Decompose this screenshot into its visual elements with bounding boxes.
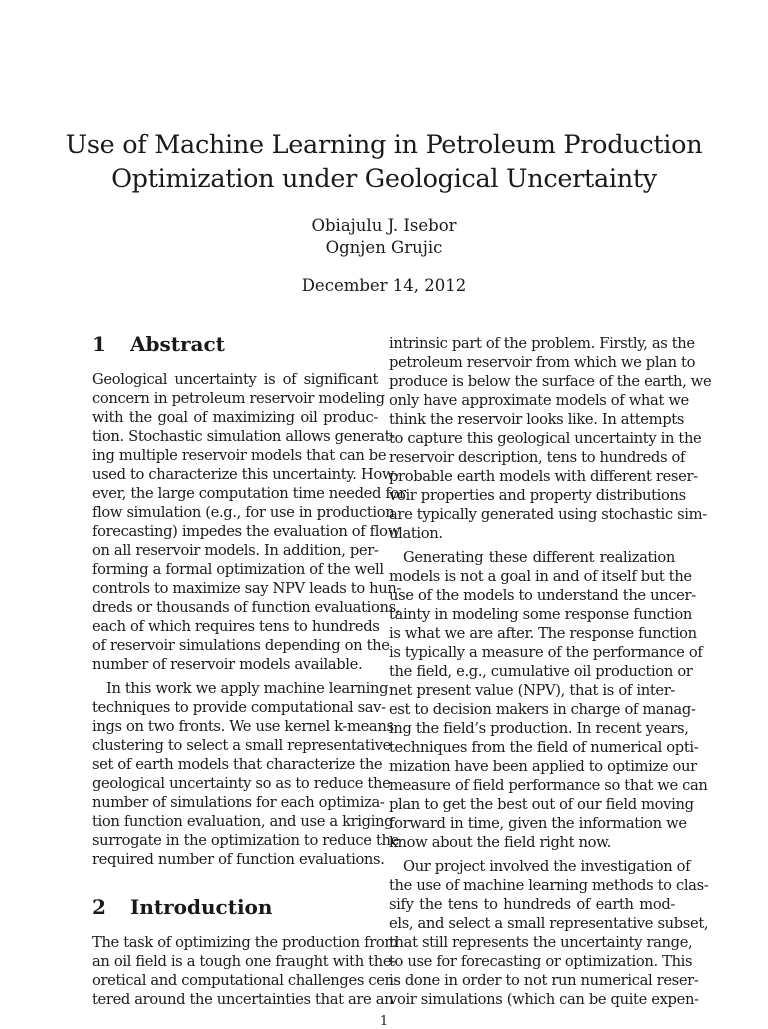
text-line: tainty in modeling some response function xyxy=(389,606,692,623)
text-line: els, and select a small representative subset, xyxy=(389,915,709,932)
text-line: plan to get the best out of our field moving xyxy=(389,796,694,813)
text-line: to capture this geological uncertainty in the xyxy=(389,430,702,447)
text-line: forming a formal optimization of the well xyxy=(92,561,384,578)
text-line: is done in order to not run numerical reser- xyxy=(389,972,699,989)
text-line: petroleum reservoir from which we plan to xyxy=(389,354,696,371)
text-line: Generating these different realization xyxy=(403,549,675,566)
section-number: 2 xyxy=(92,895,106,919)
text-line: use of the models to understand the uncer- xyxy=(389,587,696,604)
text-line: with the goal of maximizing oil produc- xyxy=(92,409,378,426)
text-line: number of simulations for each optimiza- xyxy=(92,794,385,811)
text-line: the use of machine learning methods to clas- xyxy=(389,877,709,894)
text-line: to use for forecasting or optimization. This xyxy=(389,953,693,970)
introduction-paragraph-3 xyxy=(389,857,709,1009)
title-line: Optimization under Geological Uncertainty xyxy=(111,164,657,194)
author-name: Obiajulu J. Isebor xyxy=(311,216,457,235)
text-line: net present value (NPV), that is of inter- xyxy=(389,682,675,699)
text-line: mization have been applied to optimize our xyxy=(389,758,697,775)
text-line: dreds or thousands of function evaluations, xyxy=(92,599,401,616)
text-line: number of reservoir models available. xyxy=(92,656,363,673)
text-line: measure of field performance so that we can xyxy=(389,777,708,794)
text-line: techniques to provide computational sav- xyxy=(92,699,386,716)
text-line: reservoir description, tens to hundreds of xyxy=(389,449,686,466)
page-number: 1 xyxy=(379,1014,389,1029)
text-line: Geological uncertainty is of significant xyxy=(92,371,378,388)
text-line: In this work we apply machine learning xyxy=(106,680,389,697)
author-list xyxy=(60,215,708,259)
text-line: tered around the uncertainties that are an xyxy=(92,991,394,1008)
text-line: geological uncertainty so as to reduce the xyxy=(92,775,391,792)
text-line: The task of optimizing the production from xyxy=(92,934,398,951)
section-title: Abstract xyxy=(130,332,225,356)
text-line: forward in time, given the information we xyxy=(389,815,687,832)
text-line: voir properties and property distributions xyxy=(389,487,686,504)
section-heading-introduction xyxy=(92,895,378,919)
text-line: the field, e.g., cumulative oil production or xyxy=(389,663,693,680)
text-line: on all reservoir models. In addition, per- xyxy=(92,542,379,559)
text-line: of reservoir simulations depending on the xyxy=(92,637,390,654)
text-line: only have approximate models of what we xyxy=(389,392,689,409)
introduction-paragraph-1-continued xyxy=(389,334,712,543)
text-line: ever, the large computation time needed for xyxy=(92,485,406,502)
paper-title xyxy=(60,128,708,196)
text-line: sify the tens to hundreds of earth mod- xyxy=(389,896,675,913)
text-line: flow simulation (e.g., for use in production xyxy=(92,504,395,521)
text-line: set of earth models that characterize the xyxy=(92,756,383,773)
right-column xyxy=(389,334,712,1009)
introduction-paragraph-1 xyxy=(92,933,399,1009)
abstract-paragraph-1 xyxy=(92,370,406,674)
text-line: is what we are after. The response function xyxy=(389,625,697,642)
text-line: ing multiple reservoir models that can be xyxy=(92,447,387,464)
text-line: models is not a goal in and of itself but the xyxy=(389,568,692,585)
text-line: used to characterize this uncertainty. How- xyxy=(92,466,399,483)
left-column xyxy=(92,332,406,1009)
text-line: ings on two fronts. We use kernel k-means xyxy=(92,718,394,735)
text-line: techniques from the field of numerical opti- xyxy=(389,739,699,756)
text-line: oretical and computational challenges cen- xyxy=(92,972,399,989)
title-line: Use of Machine Learning in Petroleum Production xyxy=(65,130,703,160)
section-number: 1 xyxy=(92,332,106,356)
text-line: surrogate in the optimization to reduce the xyxy=(92,832,399,849)
author-name: Ognjen Grujic xyxy=(325,238,443,257)
text-line: controls to maximize say NPV leads to hun- xyxy=(92,580,402,597)
text-line: produce is below the surface of the earth, we xyxy=(389,373,712,390)
text-line: tion. Stochastic simulation allows generat- xyxy=(92,428,395,445)
text-line: Our project involved the investigation of xyxy=(403,858,691,875)
section-heading-abstract xyxy=(92,332,378,356)
text-line: is typically a measure of the performance of xyxy=(389,644,703,661)
text-line: voir simulations (which can be quite expen- xyxy=(389,991,699,1008)
text-line: ulation. xyxy=(389,525,443,542)
publication-date: December 14, 2012 xyxy=(301,276,467,295)
text-line: tion function evaluation, and use a kriging xyxy=(92,813,394,830)
text-line: that still represents the uncertainty range, xyxy=(389,934,693,951)
text-line: are typically generated using stochastic sim- xyxy=(389,506,707,523)
text-line: probable earth models with different reser- xyxy=(389,468,698,485)
text-line: required number of function evaluations. xyxy=(92,851,385,868)
introduction-paragraph-2 xyxy=(389,548,708,852)
text-line: think the reservoir looks like. In attempts xyxy=(389,411,685,428)
text-line: know about the field right now. xyxy=(389,834,611,851)
text-line: est to decision makers in charge of manag- xyxy=(389,701,696,718)
text-line: each of which requires tens to hundreds xyxy=(92,618,380,635)
text-line: an oil field is a tough one fraught with the- xyxy=(92,953,396,970)
text-line: ing the field’s production. In recent years, xyxy=(389,720,689,737)
text-line: clustering to select a small representative xyxy=(92,737,392,754)
section-title: Introduction xyxy=(130,895,273,919)
text-line: intrinsic part of the problem. Firstly, as the xyxy=(389,335,695,352)
text-line: forecasting) impedes the evaluation of flow xyxy=(92,523,400,540)
abstract-paragraph-2 xyxy=(92,679,399,869)
text-line: concern in petroleum reservoir modeling xyxy=(92,390,385,407)
